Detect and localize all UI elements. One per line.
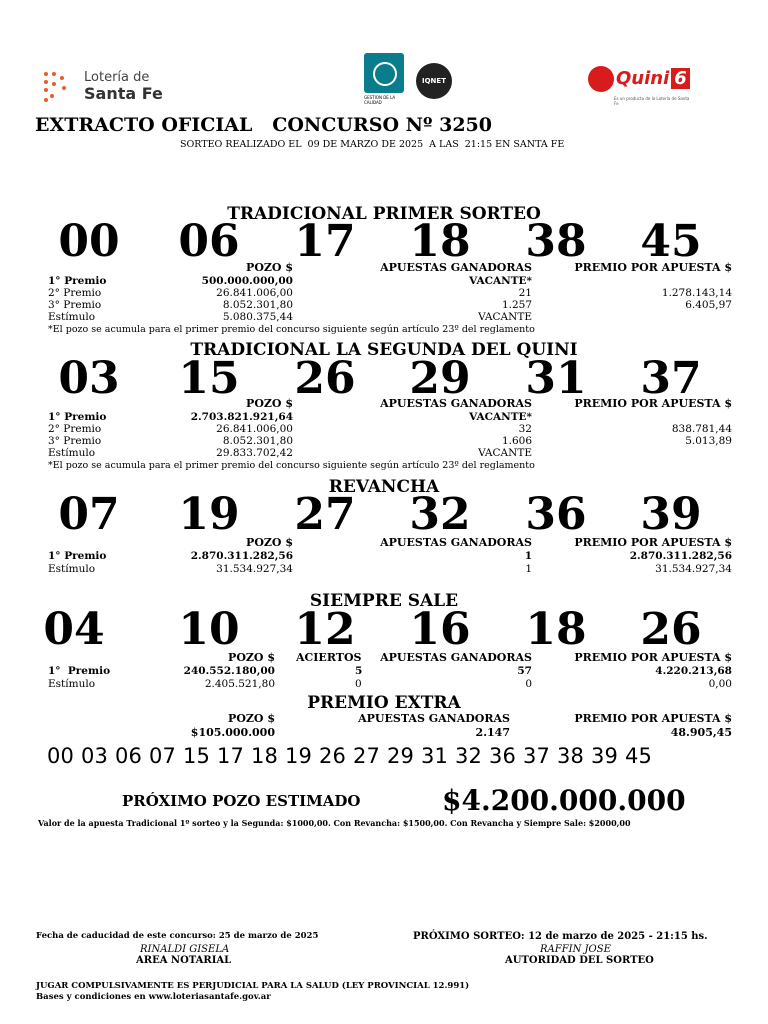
row-label: 3° Premio <box>48 299 102 311</box>
table-premio-extra <box>0 712 768 742</box>
row-premio: 1.278.143,14 <box>661 287 732 299</box>
header-apuestas: APUESTAS GANADORAS <box>380 397 532 410</box>
legal-bases: Bases y condiciones en www.loteriasantafe.gov.ar <box>36 992 271 1002</box>
firma2-nombre: RAFFIN JOSE <box>540 944 611 955</box>
iqnet-logo: IQNET <box>416 63 452 99</box>
drawn-number: 18 <box>525 604 587 655</box>
legal-warning: JUGAR COMPULSIVAMENTE ES PERJUDICIAL PARA LA SALUD (LEY PROVINCIAL 12.991) <box>36 981 470 991</box>
section-title-revancha: REVANCHA <box>328 477 440 497</box>
drawn-number: 17 <box>294 216 356 267</box>
row-premio: 31.534.927,34 <box>655 563 732 575</box>
quini-subtext: Es un producto de la Lotería de Santa Fe <box>614 96 690 106</box>
drawn-number: 29 <box>409 353 471 404</box>
row-aciertos: 0 <box>355 678 362 690</box>
row-label: 2° Premio <box>48 423 102 435</box>
row-pozo: 2.870.311.282,56 <box>190 550 293 562</box>
drawn-number: 31 <box>525 353 587 404</box>
section-title-siempre-sale: SIEMPRE SALE <box>309 591 459 611</box>
row-pozo: 5.080.375,44 <box>222 311 293 323</box>
header-premio: PREMIO POR APUESTA $ <box>574 397 732 410</box>
header-apuestas: APUESTAS GANADORAS <box>358 712 510 725</box>
extra-pozo: $105.000.000 <box>190 726 275 739</box>
row-label: Estímulo <box>48 447 96 459</box>
row-pozo: 29.833.702,42 <box>216 447 293 459</box>
drawn-number: 19 <box>178 489 240 540</box>
row-premio: 0,00 <box>708 678 732 690</box>
row-pozo: 31.534.927,34 <box>216 563 293 575</box>
header-premio: PREMIO POR APUESTA $ <box>574 651 732 664</box>
section-title-premio-extra: PREMIO EXTRA <box>307 693 461 713</box>
firma2-cargo: AUTORIDAD DEL SORTEO <box>505 955 654 966</box>
mascot-icon <box>588 66 614 92</box>
row-pozo: 26.841.006,00 <box>216 423 293 435</box>
drawn-number: 07 <box>58 489 120 540</box>
row-pozo: 240.552.180,00 <box>183 665 275 677</box>
drawn-number: 26 <box>640 604 702 655</box>
header-premio: PREMIO POR APUESTA $ <box>574 536 732 549</box>
row-premio: 2.870.311.282,56 <box>629 550 732 562</box>
table-revancha <box>0 536 768 580</box>
footnote: *El pozo se acumula para el primer premio del concurso siguiente según artículo 23º del reglamento <box>48 460 535 471</box>
header-pozo: POZO $ <box>246 261 293 274</box>
row-apuestas: 1 <box>525 563 532 575</box>
dots-icon <box>44 72 74 102</box>
section-title-tradicional: TRADICIONAL PRIMER SORTEO <box>227 204 541 224</box>
row-apuestas: 1.257 <box>501 299 532 311</box>
page-title: EXTRACTO OFICIAL CONCURSO Nº 3250 <box>35 114 492 136</box>
header-pozo: POZO $ <box>246 536 293 549</box>
header-apuestas: APUESTAS GANADORAS <box>380 651 532 664</box>
extra-premio: 48.905,45 <box>670 726 732 739</box>
iram-logo <box>364 53 406 109</box>
drawn-number: 45 <box>640 216 702 267</box>
header-premio: PREMIO POR APUESTA $ <box>574 712 732 725</box>
drawn-number: 36 <box>525 489 587 540</box>
table-tradicional <box>0 261 768 341</box>
row-label: 1° Premio <box>48 550 107 562</box>
row-premio: 4.220.213,68 <box>655 665 732 677</box>
drawn-number: 04 <box>43 604 105 655</box>
quini-word: Quini <box>616 68 670 89</box>
row-apuestas: VACANTE <box>478 311 532 323</box>
row-pozo: 2.703.821.921,64 <box>190 411 293 423</box>
row-label: 1° Premio <box>48 275 107 287</box>
drawn-number: 38 <box>525 216 587 267</box>
proximo-pozo-label: PRÓXIMO POZO ESTIMADO <box>122 792 361 810</box>
proximo-pozo-value: $4.200.000.000 <box>442 784 686 817</box>
row-apuestas: 1 <box>524 550 532 562</box>
row-apuestas: 57 <box>517 665 532 677</box>
header-apuestas: APUESTAS GANADORAS <box>380 536 532 549</box>
section-title-segunda: TRADICIONAL LA SEGUNDA DEL QUINI <box>190 340 578 360</box>
premio-extra-numbers: 00 03 06 07 15 17 18 19 26 27 29 31 32 36 37 38 39 45 <box>47 744 653 768</box>
logo-line1: Lotería de <box>84 70 150 85</box>
row-apuestas: 1.606 <box>501 435 532 447</box>
drawn-number: 03 <box>58 353 120 404</box>
row-apuestas: VACANTE <box>478 447 532 459</box>
quini-number: 6 <box>671 68 690 89</box>
drawn-number: 37 <box>640 353 702 404</box>
footnote: *El pozo se acumula para el primer premio del concurso siguiente según artículo 23º del reglamento <box>48 324 535 335</box>
row-premio: 838.781,44 <box>671 423 732 435</box>
row-label: 3° Premio <box>48 435 102 447</box>
drawn-number: 00 <box>58 216 120 267</box>
row-label: 2° Premio <box>48 287 102 299</box>
header-pozo: POZO $ <box>228 651 275 664</box>
loteria-santa-fe-logo <box>44 70 174 104</box>
drawn-number: 27 <box>294 489 356 540</box>
drawn-number: 32 <box>409 489 471 540</box>
row-aciertos: 5 <box>355 665 363 677</box>
row-pozo: 2.405.521,80 <box>204 678 275 690</box>
table-segunda <box>0 397 768 477</box>
row-label: Estímulo <box>48 678 96 690</box>
row-premio: 5.013,89 <box>685 435 732 447</box>
header-apuestas: APUESTAS GANADORAS <box>380 261 532 274</box>
firma1-cargo: AREA NOTARIAL <box>136 955 232 966</box>
drawn-number: 15 <box>178 353 240 404</box>
drawn-number: 26 <box>294 353 356 404</box>
header-pozo: POZO $ <box>228 712 275 725</box>
header-aciertos: ACIERTOS <box>296 651 362 664</box>
row-pozo: 500.000.000,00 <box>201 275 293 287</box>
drawn-number: 39 <box>640 489 702 540</box>
header-pozo: POZO $ <box>246 397 293 410</box>
row-apuestas: 21 <box>518 287 532 299</box>
row-apuestas: 32 <box>518 423 532 435</box>
table-siempre-sale <box>0 651 768 695</box>
firma1-nombre: RINALDI GISELA <box>140 944 230 955</box>
row-label: Estímulo <box>48 563 96 575</box>
proximo-sorteo: PRÓXIMO SORTEO: 12 de marzo de 2025 - 21:15 hs. <box>413 931 708 942</box>
valor-apuesta: Valor de la apuesta Tradicional 1º sorteo y la Segunda: $1000,00. Con Revancha: $1500,00. Con Revancha y Siempre Sale: $2000,00 <box>38 818 631 828</box>
iram-text: GESTION DE LA CALIDAD <box>364 95 396 105</box>
logo-line2: Santa Fe <box>84 84 163 103</box>
row-pozo: 8.052.301,80 <box>222 435 293 447</box>
page-subtitle: SORTEO REALIZADO EL 09 DE MARZO DE 2025 A LAS 21:15 EN SANTA FE <box>180 139 565 150</box>
numbers-revancha <box>0 489 768 541</box>
row-label: 1° Premio <box>48 411 107 423</box>
drawn-number: 10 <box>178 604 240 655</box>
quini6-logo <box>584 62 694 110</box>
drawn-number: 18 <box>409 216 471 267</box>
header-premio: PREMIO POR APUESTA $ <box>574 261 732 274</box>
row-pozo: 8.052.301,80 <box>222 299 293 311</box>
extra-apuestas: 2.147 <box>475 726 510 739</box>
row-apuestas: 0 <box>525 678 532 690</box>
drawn-number: 12 <box>294 604 356 655</box>
row-apuestas: VACANTE* <box>469 275 532 287</box>
numbers-siempre-sale <box>0 604 768 656</box>
row-label: 1° Premio <box>48 665 111 677</box>
row-label: Estímulo <box>48 311 96 323</box>
row-premio: 6.405,97 <box>685 299 732 311</box>
iram-icon <box>364 53 404 93</box>
row-apuestas: VACANTE* <box>469 411 532 423</box>
drawn-number: 06 <box>178 216 240 267</box>
fecha-caducidad: Fecha de caducidad de este concurso: 25 de marzo de 2025 <box>36 931 319 941</box>
drawn-number: 16 <box>409 604 471 655</box>
row-pozo: 26.841.006,00 <box>216 287 293 299</box>
